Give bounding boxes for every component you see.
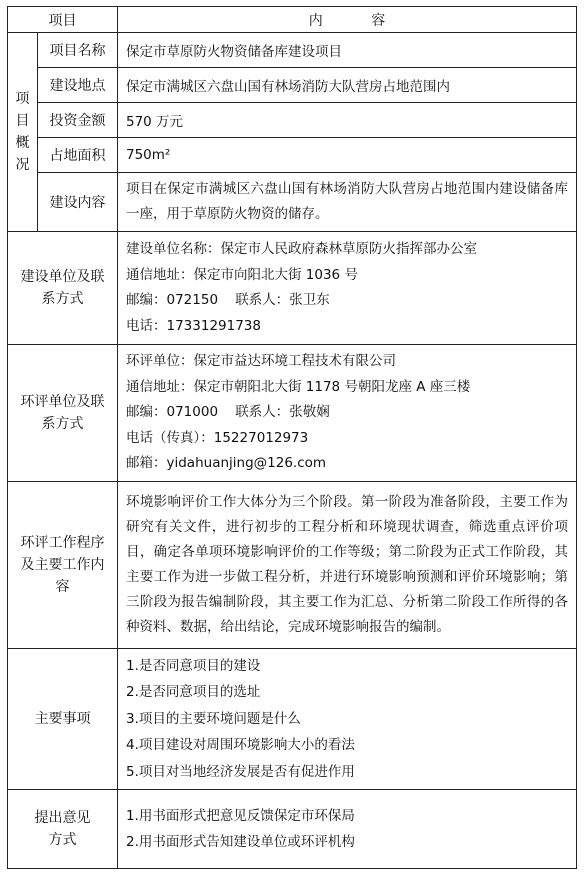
list-item: 1.是否同意项目的建设 xyxy=(126,657,261,674)
builder-line: 邮编：072150 联系人：张卫东 xyxy=(126,292,330,308)
matters-list xyxy=(118,648,577,790)
builder-line: 通信地址：保定市向阳北大街 1036 号 xyxy=(126,266,358,283)
list-item: 3.项目的主要环境问题是什么 xyxy=(126,710,301,727)
matters-row xyxy=(8,648,577,790)
overview-group-label xyxy=(8,33,38,232)
investment-value: 570 万元 xyxy=(118,103,577,138)
builder-info xyxy=(118,232,577,345)
list-item: 5.项目对当地经济发展是否有促进作用 xyxy=(126,763,355,780)
overview-row-name xyxy=(8,33,577,68)
list-item: 2.是否同意项目的选址 xyxy=(126,684,261,700)
overview-row-area xyxy=(8,138,577,173)
overview-label-char: 项 xyxy=(15,91,30,107)
opinion-label: 提出意见方式 xyxy=(8,790,118,869)
builder-row xyxy=(8,232,577,345)
builder-line: 建设单位名称：保定市人民政府森林草原防火指挥部办公室 xyxy=(126,241,477,257)
area-label: 占地面积 xyxy=(38,138,118,173)
eia-line: 邮箱：yidahuanjing@126.com xyxy=(126,455,327,471)
procedure-text: 环境影响评价工作大体分为三个阶段。第一阶段为准备阶段，主要工作为研究有关文件，进行初步的工程分析和环境现状调查，筛选重点评价项目，确定各单项环境影响评价的工作等级；第二阶段为正式工作阶段，其主要工作为进一步做工程分析，并进行环境影响预测和评价环境影响；第三阶段为报告编制阶段，其主要工作为汇总、分析第二阶段工作所得的各种资料、数据，给出结论，完成环境影响报告的编制。 xyxy=(118,481,577,648)
location-label: 建设地点 xyxy=(38,68,118,103)
matters-label: 主要事项 xyxy=(8,648,118,790)
header-content: 内 容 xyxy=(118,7,577,33)
project-name-value: 保定市草原防火物资储备库建设项目 xyxy=(118,33,577,68)
header-row xyxy=(8,7,577,33)
overview-row-investment xyxy=(8,103,577,138)
builder-line: 电话：17331291738 xyxy=(126,317,261,334)
construction-content-value: 项目在保定市满城区六盘山国有林场消防大队营房占地范围内建设储备库一座，用于草原防火物资的储存。 xyxy=(118,173,577,232)
list-item: 4.项目建设对周围环境影响大小的看法 xyxy=(126,737,355,753)
eia-unit-row xyxy=(8,345,577,482)
project-name-label: 项目名称 xyxy=(38,33,118,68)
procedure-row xyxy=(8,481,577,648)
opinion-row xyxy=(8,790,577,869)
area-value: 750m² xyxy=(118,138,577,173)
eia-line: 邮编：071000 联系人：张敬娴 xyxy=(126,404,330,420)
list-item: 1.用书面形式把意见反馈保定市环保局 xyxy=(126,807,355,824)
eia-line: 通信地址：保定市朝阳北大街 1178 号朝阳龙座 A 座三楼 xyxy=(126,378,471,395)
eia-line: 电话（传真）：15227012973 xyxy=(126,429,309,446)
eia-line: 环评单位：保定市益达环境工程技术有限公司 xyxy=(126,353,396,369)
investment-label: 投资金额 xyxy=(38,103,118,138)
overview-row-content xyxy=(8,173,577,232)
overview-row-location xyxy=(8,68,577,103)
header-item: 项目 xyxy=(8,7,118,33)
construction-content-label: 建设内容 xyxy=(38,173,118,232)
eia-unit-label: 环评单位及联系方式 xyxy=(8,345,118,482)
list-item: 2.用书面形式告知建设单位或环评机构 xyxy=(126,834,355,850)
overview-label-char: 况 xyxy=(15,157,30,173)
builder-label: 建设单位及联系方式 xyxy=(8,232,118,345)
opinion-list xyxy=(118,790,577,869)
location-value: 保定市满城区六盘山国有林场消防大队营房占地范围内 xyxy=(118,68,577,103)
info-table xyxy=(7,6,577,869)
overview-label-char: 目 xyxy=(15,113,30,129)
overview-label-char: 概 xyxy=(15,135,30,151)
procedure-label: 环评工作程序及主要工作内容 xyxy=(8,481,118,648)
eia-unit-info xyxy=(118,345,577,482)
